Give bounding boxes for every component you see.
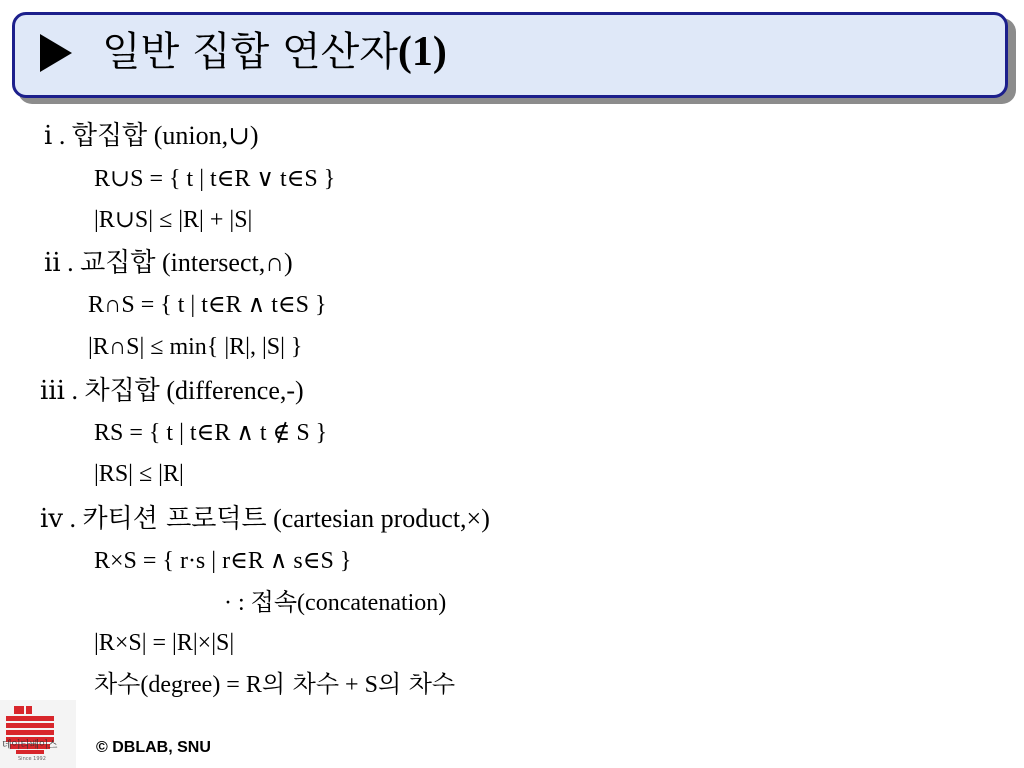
difference-definition: RS = { t | t∈R ∧ t ∉ S } bbox=[94, 420, 328, 446]
intersect-cardinality: |R∩S| ≤ min{ |R|, |S| } bbox=[88, 334, 303, 360]
section-dot: . bbox=[52, 121, 72, 150]
degree-kr: 의 차수 bbox=[261, 670, 340, 698]
product-degree bbox=[94, 669, 455, 700]
difference-cardinality: |RS| ≤ |R| bbox=[94, 461, 184, 487]
logo-text: 데이타베이스 bbox=[2, 740, 57, 751]
title-korean: 일반 집합 연산자 bbox=[102, 29, 398, 75]
degree-kr: 차수 bbox=[94, 670, 141, 698]
section-product-heading bbox=[40, 504, 490, 534]
footer-copyright: © DBLAB, SNU bbox=[96, 739, 211, 756]
section-dot: . bbox=[64, 376, 85, 405]
title-number: (1) bbox=[397, 29, 447, 75]
section-numeral: ⅰ bbox=[44, 121, 53, 150]
degree-en: (degree) = R bbox=[140, 672, 262, 698]
concat-en: (concatenation) bbox=[297, 590, 447, 616]
section-union-heading bbox=[44, 121, 259, 151]
section-title-kr: 교집합 bbox=[80, 248, 156, 278]
section-title-kr: 합집합 bbox=[71, 121, 148, 151]
section-numeral: ⅳ bbox=[40, 504, 64, 533]
degree-plus: + S bbox=[339, 672, 378, 698]
product-definition: R×S = { r·s | r∈R ∧ s∈S } bbox=[94, 548, 352, 574]
union-definition: R∪S = { t | t∈R ∨ t∈S } bbox=[94, 166, 336, 192]
concat-kr: 접속 bbox=[250, 588, 298, 616]
section-title-en: (cartesian product,×) bbox=[273, 504, 490, 533]
section-dot: . bbox=[60, 248, 81, 277]
section-title-kr: 카티션 프로덕트 bbox=[82, 504, 267, 534]
section-title-kr: 차집합 bbox=[84, 376, 160, 406]
concatenation-note bbox=[224, 587, 446, 618]
concat-symbol: · : bbox=[224, 590, 251, 616]
section-difference-heading bbox=[40, 376, 304, 406]
page-title bbox=[102, 24, 447, 80]
section-title-en: (union,∪) bbox=[153, 121, 259, 150]
product-cardinality: |R×S| = |R|×|S| bbox=[94, 630, 235, 656]
logo-since: Since 1992 bbox=[18, 756, 46, 762]
section-title-en: (difference,-) bbox=[166, 376, 304, 405]
degree-kr: 의 차수 bbox=[377, 670, 456, 698]
section-dot: . bbox=[63, 504, 83, 533]
section-numeral: ⅱ bbox=[44, 248, 61, 277]
union-cardinality: |R∪S| ≤ |R| + |S| bbox=[94, 207, 253, 233]
section-intersect-heading bbox=[44, 248, 293, 278]
intersect-definition: R∩S = { t | t∈R ∧ t∈S } bbox=[88, 292, 327, 318]
play-arrow-icon bbox=[40, 34, 72, 72]
section-numeral: ⅲ bbox=[40, 376, 65, 405]
dblab-logo bbox=[0, 700, 76, 768]
section-title-en: (intersect,∩) bbox=[162, 248, 293, 277]
